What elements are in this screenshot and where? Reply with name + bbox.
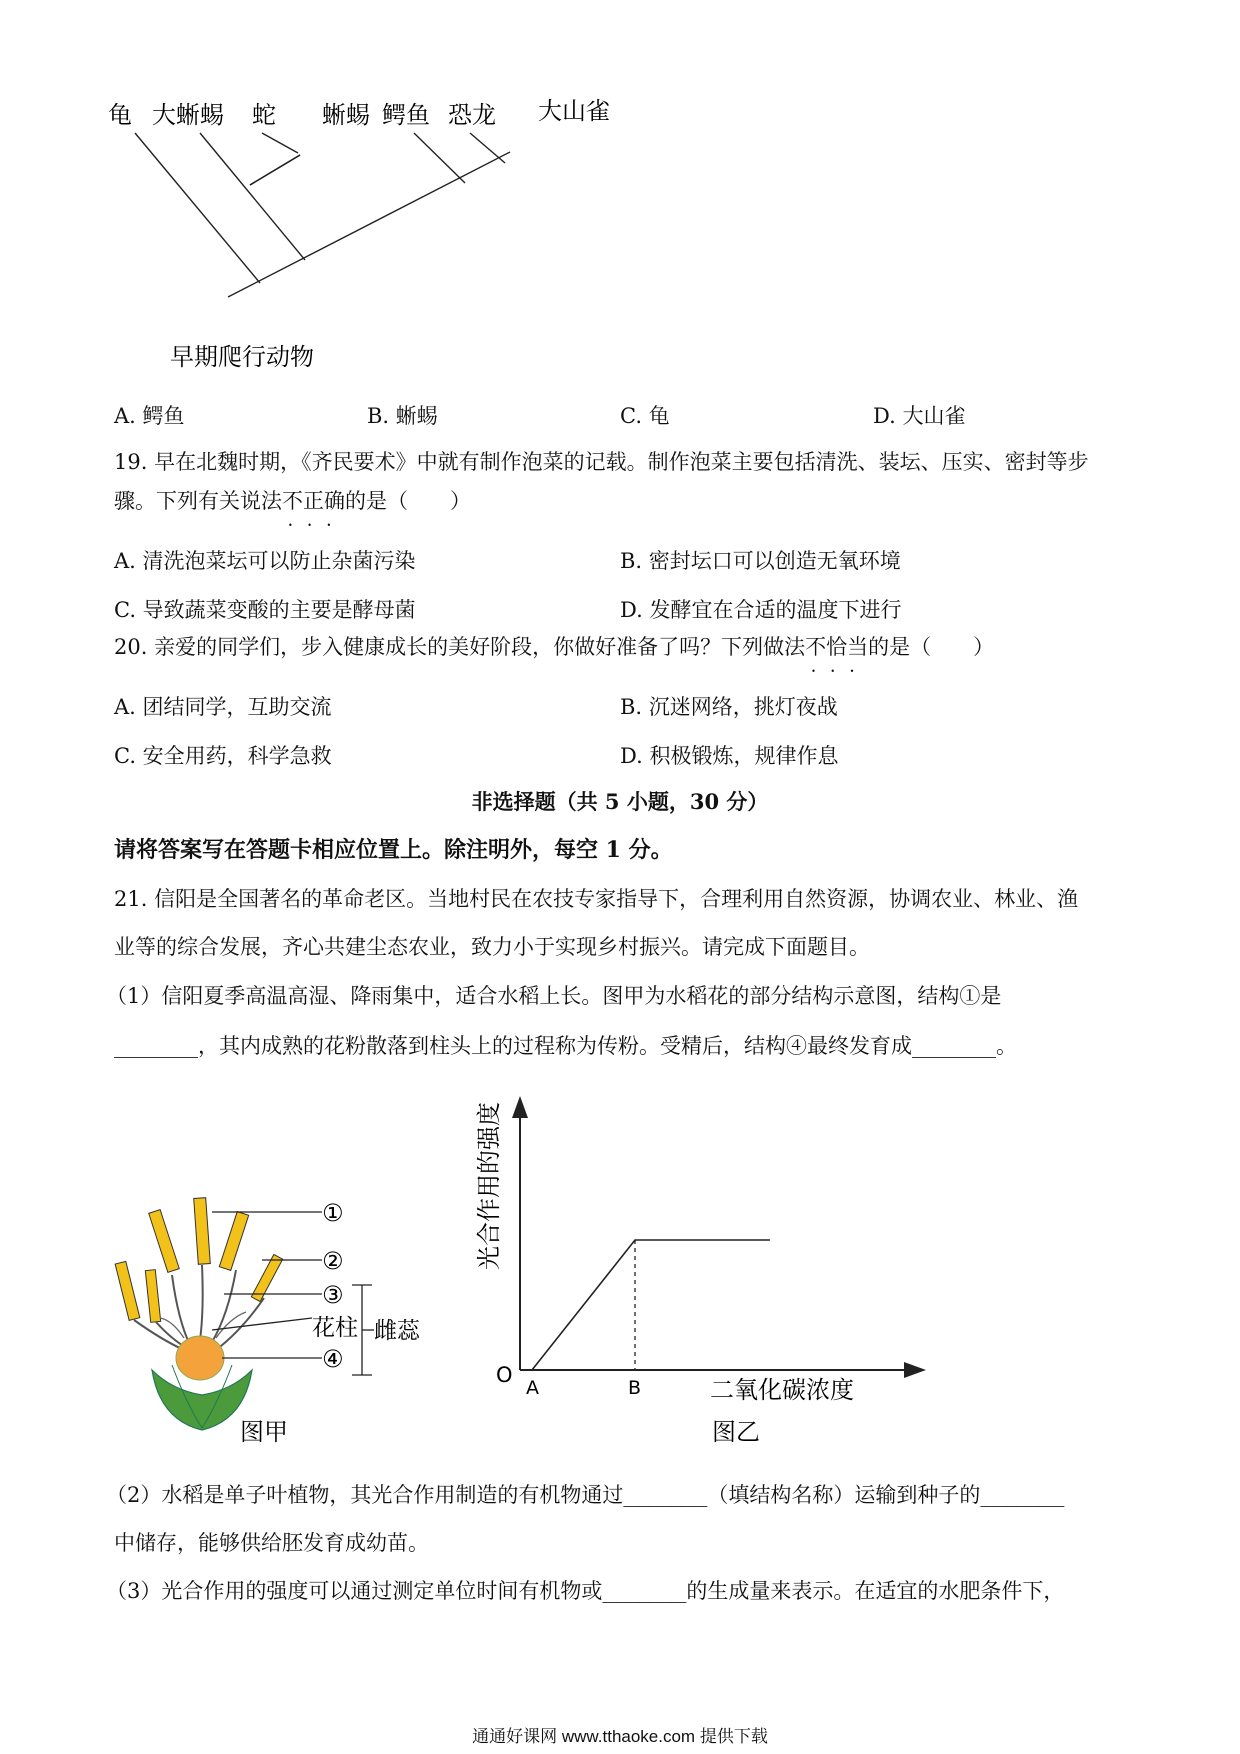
tree-label-tit: 大山雀	[538, 97, 610, 125]
q18-option-d: D. 大山雀	[873, 404, 966, 428]
label-huazhu: 花柱	[312, 1315, 358, 1341]
q18-option-b: B. 蜥蜴	[367, 404, 438, 428]
q21-stem-line1: 21. 信阳是全国著名的革命老区。当地村民在农技专家指导下，合理利用自然资源，协调农业、林业、渔	[114, 887, 1079, 911]
q18-option-c: C. 龟	[620, 404, 670, 428]
q21-part2-line1: （2）水稻是单子叶植物，其光合作用制造的有机物通过________（填结构名称）运输到种子的________	[106, 1483, 1065, 1507]
q20-emphasis: 不恰当 • • •	[805, 635, 868, 659]
figure-jia-rice-flower	[112, 1190, 452, 1450]
figure-yi-photosynthesis-chart	[470, 1090, 950, 1460]
tree-root-label: 早期爬行动物	[170, 343, 314, 371]
label-1: ①	[322, 1199, 344, 1227]
label-3: ③	[322, 1281, 344, 1309]
q21-stem-line2: 业等的综合发展，齐心共建尘态农业，致力小于实现乡村振兴。请完成下面题目。	[114, 935, 870, 959]
q21-part3-line1: （3）光合作用的强度可以通过测定单位时间有机物或________的生成量来表示。在适宜的水肥条件下，	[106, 1579, 1065, 1603]
tree-label-snake: 蛇	[252, 101, 276, 129]
q19-option-c: C. 导致蔬菜变酸的主要是酵母菌	[114, 598, 416, 622]
q19-stem-line2-post: 的是（ ）	[345, 489, 471, 513]
label-cirui: 雌蕊	[374, 1318, 420, 1344]
ovary	[176, 1336, 224, 1380]
q19-emphasis: 不正确 • • •	[282, 489, 345, 513]
q20-stem-post: 的是（ ）	[868, 635, 995, 659]
q20-stem	[114, 632, 994, 662]
anther-2	[194, 1198, 211, 1265]
evolution-tree-diagram	[100, 95, 720, 385]
q21-part1-line1: （1）信阳夏季高温高湿、降雨集中，适合水稻上长。图甲为水稻花的部分结构示意图，结构①是	[106, 984, 1002, 1008]
q19-option-a: A. 清洗泡菜坛可以防止杂菌污染	[114, 549, 416, 573]
section-title: 非选择题（共 5 小题，30 分）	[471, 789, 769, 814]
q19-stem-line2	[114, 486, 471, 516]
y-axis-arrow	[512, 1096, 528, 1118]
q21-part1-line2: ________，其内成熟的花粉散落到柱头上的过程称为传粉。受精后，结构④最终发育成________。	[114, 1034, 1017, 1058]
tree-label-big-lizard: 大蜥蜴	[152, 101, 224, 129]
y-axis-label: 光合作用的强度	[475, 1102, 503, 1270]
curve	[532, 1240, 770, 1370]
x-axis-label: 二氧化碳浓度	[710, 1376, 854, 1404]
label-2: ②	[322, 1247, 344, 1275]
q19-option-d: D. 发酵宜在合适的温度下进行	[620, 598, 902, 622]
x-axis-arrow	[904, 1362, 926, 1378]
q20-stem-pre: 20. 亲爱的同学们，步入健康成长的美好阶段，你做好准备了吗？下列做法	[114, 635, 806, 659]
q19-option-b: B. 密封坛口可以创造无氧环境	[620, 549, 901, 573]
q20-option-c: C. 安全用药，科学急救	[114, 744, 332, 768]
q21-part2-line2: 中储存，能够供给胚发育成幼苗。	[114, 1531, 429, 1555]
point-a-label: A	[526, 1377, 539, 1399]
tree-label-crocodile: 鳄鱼	[382, 101, 430, 129]
q19-stem-line1: 19. 早在北魏时期，《齐民要术》中就有制作泡菜的记载。制作泡菜主要包括清洗、装坛、压实、密封等步	[114, 450, 1089, 474]
q20-option-b: B. 沉迷网络，挑灯夜战	[620, 695, 838, 719]
tree-label-turtle: 龟	[108, 101, 132, 129]
q20-option-d: D. 积极锻炼，规律作息	[620, 744, 839, 768]
origin-label: O	[496, 1363, 513, 1387]
anther-4	[115, 1261, 140, 1320]
anther-3	[219, 1212, 248, 1271]
page-footer: 通通好课网 www.tthaoke.com 提供下载	[472, 1727, 768, 1746]
anther-5	[145, 1270, 160, 1323]
tree-label-lizard: 蜥蜴	[322, 101, 370, 129]
figure-jia-caption: 图甲	[240, 1418, 288, 1446]
label-4: ④	[322, 1345, 344, 1373]
figure-yi-caption: 图乙	[712, 1418, 760, 1446]
q19-stem-line2-pre: 骤。下列有关说法	[114, 489, 282, 513]
tree-label-dinosaur: 恐龙	[448, 101, 496, 129]
q18-option-a: A. 鳄鱼	[114, 404, 185, 428]
anther-1	[149, 1210, 180, 1273]
section-note: 请将答案写在答题卡相应位置上。除注明外，每空 1 分。	[114, 837, 673, 863]
point-b-label: B	[628, 1377, 642, 1399]
q20-option-a: A. 团结同学，互助交流	[114, 695, 332, 719]
